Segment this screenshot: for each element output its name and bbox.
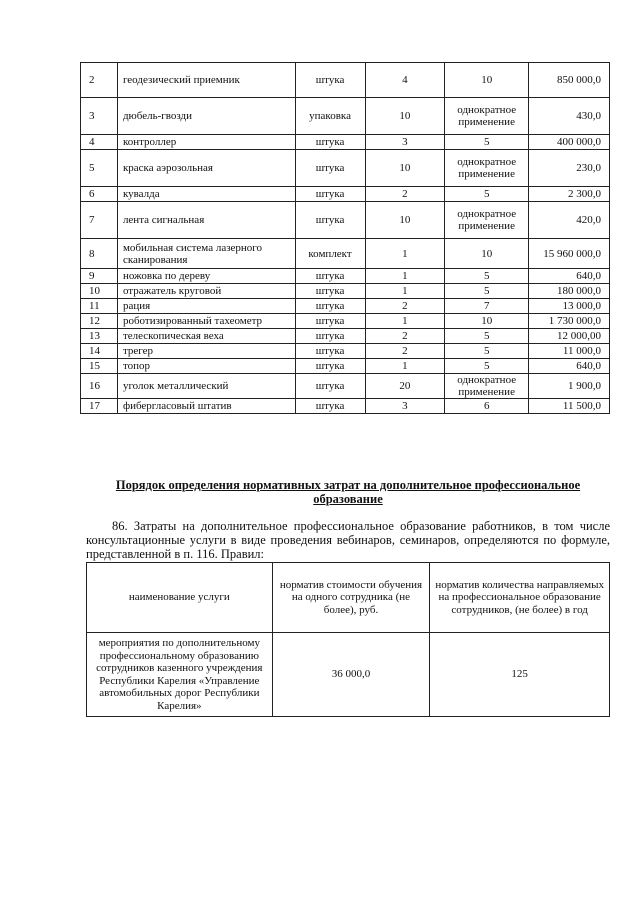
cell-price: 640,0 — [529, 359, 610, 374]
cell-name: фибергласовый штатив — [117, 399, 295, 414]
cell-term: 7 — [445, 299, 529, 314]
cell-term: однократное применение — [445, 374, 529, 399]
cell-price: 850 000,0 — [529, 63, 610, 98]
section-paragraph: 86. Затраты на дополнительное профессиональное образование работников, в том числе консультационные услуги в виде проведения вебинаров, семинаров, определяются по формуле, представленной в п. 116. Правил: — [86, 519, 610, 561]
cell-name: краска аэрозольная — [117, 150, 295, 187]
cell-unit: штука — [295, 284, 365, 299]
cell-term: 5 — [445, 135, 529, 150]
equipment-table — [80, 62, 610, 414]
table-row — [81, 374, 610, 399]
cell-unit: штука — [295, 329, 365, 344]
cell-number: 15 — [81, 359, 118, 374]
cell-number: 2 — [81, 63, 118, 98]
cell-unit: штука — [295, 314, 365, 329]
cell-price: 640,0 — [529, 269, 610, 284]
header-cost: норматив стоимости обучения на одного сотрудника (не более), руб. — [272, 563, 430, 633]
cell-quantity: 2 — [365, 187, 445, 202]
cell-price: 1 730 000,0 — [529, 314, 610, 329]
cell-term: 10 — [445, 239, 529, 269]
cell-term: 5 — [445, 329, 529, 344]
cell-price: 15 960 000,0 — [529, 239, 610, 269]
cell-number: 9 — [81, 269, 118, 284]
cell-quantity: 1 — [365, 359, 445, 374]
table-row — [81, 135, 610, 150]
table-row — [87, 633, 610, 717]
cell-quantity: 1 — [365, 284, 445, 299]
cell-unit: штука — [295, 135, 365, 150]
cell-term: однократное применение — [445, 98, 529, 135]
cell-quantity: 2 — [365, 329, 445, 344]
cell-number: 4 — [81, 135, 118, 150]
cell-cost: 36 000,0 — [272, 633, 430, 717]
cell-unit: штука — [295, 299, 365, 314]
table-row — [81, 299, 610, 314]
cell-term: 6 — [445, 399, 529, 414]
cell-unit: упаковка — [295, 98, 365, 135]
cell-name: контроллер — [117, 135, 295, 150]
cell-name: топор — [117, 359, 295, 374]
cell-quantity: 10 — [365, 150, 445, 187]
cell-price: 430,0 — [529, 98, 610, 135]
table-row — [81, 329, 610, 344]
cell-price: 13 000,0 — [529, 299, 610, 314]
cell-quantity: 3 — [365, 135, 445, 150]
cell-price: 11 000,0 — [529, 344, 610, 359]
cell-term: 5 — [445, 187, 529, 202]
cell-unit: штука — [295, 187, 365, 202]
cell-quantity: 10 — [365, 98, 445, 135]
cell-unit: штука — [295, 269, 365, 284]
cell-price: 12 000,00 — [529, 329, 610, 344]
cell-name: ножовка по дереву — [117, 269, 295, 284]
cell-term: 10 — [445, 63, 529, 98]
cell-count: 125 — [430, 633, 610, 717]
cell-name: рация — [117, 299, 295, 314]
table-row — [81, 269, 610, 284]
cell-unit: штука — [295, 63, 365, 98]
cell-unit: комплект — [295, 239, 365, 269]
table-row — [81, 344, 610, 359]
cell-name: трегер — [117, 344, 295, 359]
cell-term: однократное применение — [445, 202, 529, 239]
cell-name: телескопическая веха — [117, 329, 295, 344]
cell-quantity: 1 — [365, 314, 445, 329]
cell-number: 16 — [81, 374, 118, 399]
cell-number: 12 — [81, 314, 118, 329]
cell-name: уголок металлический — [117, 374, 295, 399]
cell-quantity: 4 — [365, 63, 445, 98]
section-heading: Порядок определения нормативных затрат на дополнительное профессиональное образование — [115, 478, 581, 506]
table-row — [81, 399, 610, 414]
training-norms-table — [86, 562, 610, 717]
cell-price: 1 900,0 — [529, 374, 610, 399]
cell-number: 5 — [81, 150, 118, 187]
cell-number: 8 — [81, 239, 118, 269]
cell-quantity: 20 — [365, 374, 445, 399]
table-row — [81, 98, 610, 135]
table-row — [81, 239, 610, 269]
table-header-row — [87, 563, 610, 633]
cell-number: 11 — [81, 299, 118, 314]
cell-number: 6 — [81, 187, 118, 202]
table-row — [81, 359, 610, 374]
cell-number: 7 — [81, 202, 118, 239]
table-row — [81, 187, 610, 202]
table-row — [81, 314, 610, 329]
cell-service: мероприятия по дополнительному профессиональному образованию сотрудников казенного учреждения Республики Карелия «Управление автомобильных дорог Республики Карелия» — [87, 633, 273, 717]
cell-name: мобильная система лазерного сканирования — [117, 239, 295, 269]
cell-quantity: 2 — [365, 299, 445, 314]
cell-unit: штука — [295, 374, 365, 399]
cell-term: 5 — [445, 284, 529, 299]
cell-price: 180 000,0 — [529, 284, 610, 299]
cell-name: роботизированный тахеометр — [117, 314, 295, 329]
cell-price: 400 000,0 — [529, 135, 610, 150]
cell-number: 10 — [81, 284, 118, 299]
cell-quantity: 10 — [365, 202, 445, 239]
cell-number: 3 — [81, 98, 118, 135]
cell-term: 5 — [445, 344, 529, 359]
cell-unit: штука — [295, 399, 365, 414]
cell-quantity: 1 — [365, 239, 445, 269]
cell-price: 11 500,0 — [529, 399, 610, 414]
header-count: норматив количества направляемых на профессиональное образование сотрудников, (не более) в год — [430, 563, 610, 633]
cell-quantity: 2 — [365, 344, 445, 359]
header-service: наименование услуги — [87, 563, 273, 633]
cell-quantity: 3 — [365, 399, 445, 414]
cell-unit: штука — [295, 150, 365, 187]
cell-number: 13 — [81, 329, 118, 344]
cell-name: лента сигнальная — [117, 202, 295, 239]
cell-term: 5 — [445, 359, 529, 374]
cell-quantity: 1 — [365, 269, 445, 284]
table-row — [81, 150, 610, 187]
cell-price: 420,0 — [529, 202, 610, 239]
cell-unit: штука — [295, 202, 365, 239]
table-row — [81, 202, 610, 239]
cell-unit: штука — [295, 344, 365, 359]
cell-number: 14 — [81, 344, 118, 359]
cell-term: однократное применение — [445, 150, 529, 187]
cell-term: 5 — [445, 269, 529, 284]
cell-name: дюбель-гвозди — [117, 98, 295, 135]
cell-price: 2 300,0 — [529, 187, 610, 202]
cell-unit: штука — [295, 359, 365, 374]
cell-name: отражатель круговой — [117, 284, 295, 299]
cell-name: геодезический приемник — [117, 63, 295, 98]
table-row — [81, 63, 610, 98]
cell-term: 10 — [445, 314, 529, 329]
cell-name: кувалда — [117, 187, 295, 202]
table-row — [81, 284, 610, 299]
cell-price: 230,0 — [529, 150, 610, 187]
cell-number: 17 — [81, 399, 118, 414]
